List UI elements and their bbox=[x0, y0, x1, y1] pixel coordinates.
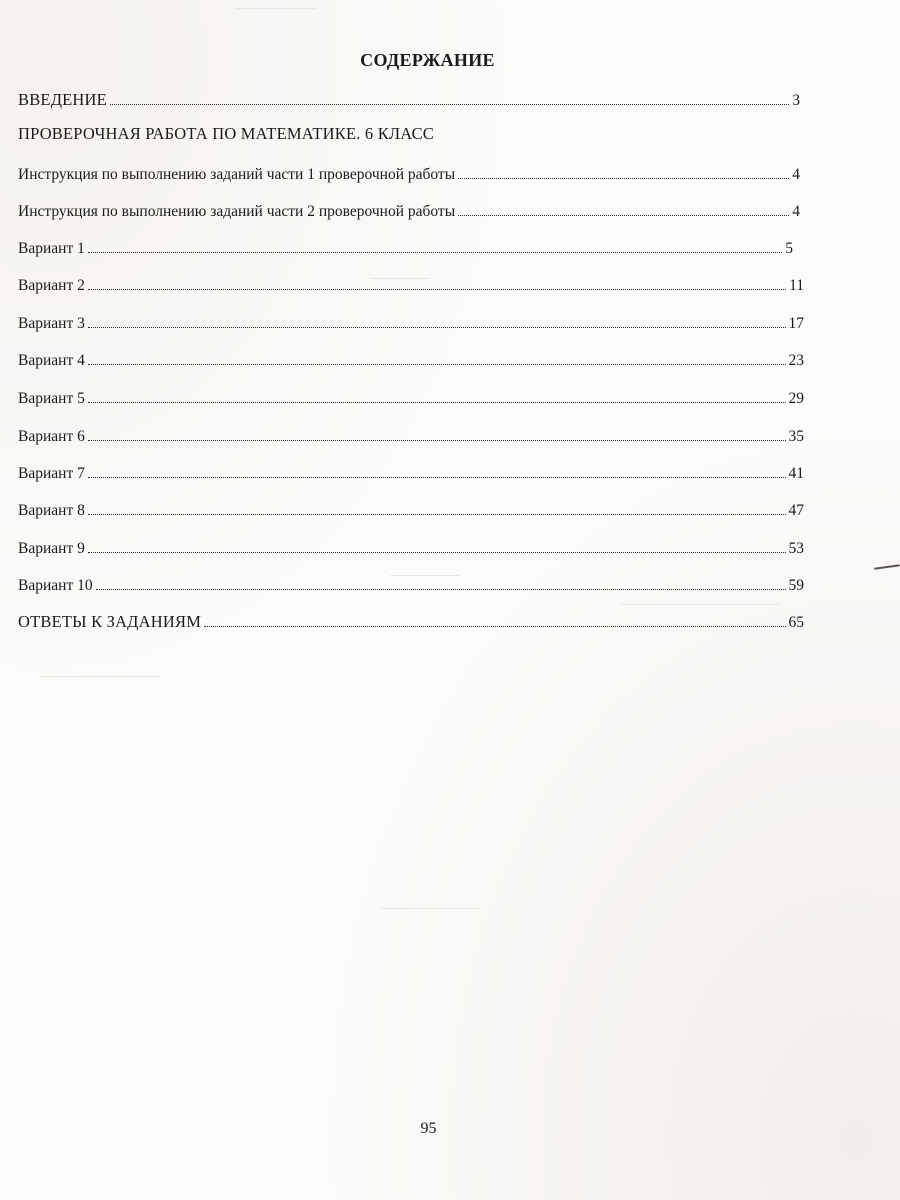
toc-entry-variant-9[interactable] bbox=[18, 534, 804, 558]
toc-entry-page: 29 bbox=[788, 390, 804, 407]
toc-entry-variant-6[interactable] bbox=[18, 422, 804, 446]
scan-smudge bbox=[620, 604, 780, 605]
toc-entry-page: 35 bbox=[788, 428, 804, 445]
toc-entry-label: Вариант 6 bbox=[18, 428, 85, 445]
dot-leader bbox=[88, 326, 786, 328]
toc-entry-page: 23 bbox=[788, 352, 804, 369]
toc-entry-page: 4 bbox=[792, 203, 800, 220]
toc-entry-label: Вариант 10 bbox=[18, 577, 93, 594]
toc-entry-page: 53 bbox=[788, 540, 804, 557]
dot-leader bbox=[458, 177, 789, 179]
toc-entry-instruction-part2[interactable] bbox=[18, 197, 800, 221]
toc-entry-label: Вариант 7 bbox=[18, 465, 85, 482]
toc-entry-label: Вариант 3 bbox=[18, 315, 85, 332]
toc-entry-introduction[interactable] bbox=[18, 86, 800, 110]
dot-leader bbox=[204, 625, 785, 627]
toc-entry-variant-8[interactable] bbox=[18, 496, 804, 520]
toc-entry-variant-7[interactable] bbox=[18, 459, 804, 483]
toc-entry-variant-2[interactable] bbox=[18, 271, 804, 295]
dot-leader bbox=[88, 476, 786, 478]
dot-leader bbox=[88, 288, 786, 290]
scan-edge-mark bbox=[874, 564, 900, 570]
toc-entry-label: Инструкция по выполнению заданий части 1 проверочной работы bbox=[18, 166, 456, 183]
page-number: 95 bbox=[420, 1120, 437, 1137]
dot-leader bbox=[88, 439, 786, 441]
toc-entry-label: Вариант 8 bbox=[18, 502, 85, 519]
toc-entry-variant-10[interactable] bbox=[18, 571, 804, 595]
dot-leader bbox=[88, 401, 786, 403]
toc-entry-variant-5[interactable] bbox=[18, 384, 804, 408]
toc-entry-label: Инструкция по выполнению заданий части 2 проверочной работы bbox=[18, 203, 456, 220]
dot-leader bbox=[458, 214, 789, 216]
toc-entry-label: ВВЕДЕНИЕ bbox=[18, 90, 107, 109]
toc-entry-label: ОТВЕТЫ К ЗАДАНИЯМ bbox=[18, 612, 202, 631]
dot-leader bbox=[96, 588, 786, 590]
toc-entry-page: 3 bbox=[792, 92, 800, 109]
toc-entry-page: 59 bbox=[788, 577, 804, 594]
toc-entry-page: 4 bbox=[792, 166, 800, 183]
toc-entry-variant-1[interactable] bbox=[18, 234, 793, 258]
toc-entry-page: 5 bbox=[785, 240, 793, 257]
toc-entry-page: 17 bbox=[788, 315, 804, 332]
toc-entry-label: Вариант 9 bbox=[18, 540, 85, 557]
scan-smudge bbox=[380, 908, 480, 909]
toc-entry-page: 11 bbox=[789, 277, 804, 294]
scan-smudge bbox=[236, 8, 316, 9]
toc-entry-variant-4[interactable] bbox=[18, 346, 804, 370]
scan-smudge bbox=[40, 676, 160, 677]
section-heading: ПРОВЕРОЧНАЯ РАБОТА ПО МАТЕМАТИКЕ. 6 КЛАСС bbox=[18, 124, 435, 143]
dot-leader bbox=[88, 513, 786, 515]
dot-leader bbox=[110, 103, 789, 105]
toc-title: СОДЕРЖАНИЕ bbox=[360, 50, 495, 70]
toc-entry-instruction-part1[interactable] bbox=[18, 160, 800, 184]
toc-entry-page: 65 bbox=[788, 614, 804, 631]
toc-entry-answers[interactable] bbox=[18, 608, 804, 632]
toc-entry-variant-3[interactable] bbox=[18, 309, 804, 333]
dot-leader bbox=[88, 251, 782, 253]
toc-entry-label: Вариант 2 bbox=[18, 277, 85, 294]
toc-entry-label: Вариант 4 bbox=[18, 352, 85, 369]
dot-leader bbox=[88, 551, 786, 553]
toc-entry-label: Вариант 1 bbox=[18, 240, 85, 257]
dot-leader bbox=[88, 363, 786, 365]
toc-entry-page: 41 bbox=[788, 465, 804, 482]
toc-entry-page: 47 bbox=[788, 502, 804, 519]
toc-entry-label: Вариант 5 bbox=[18, 390, 85, 407]
